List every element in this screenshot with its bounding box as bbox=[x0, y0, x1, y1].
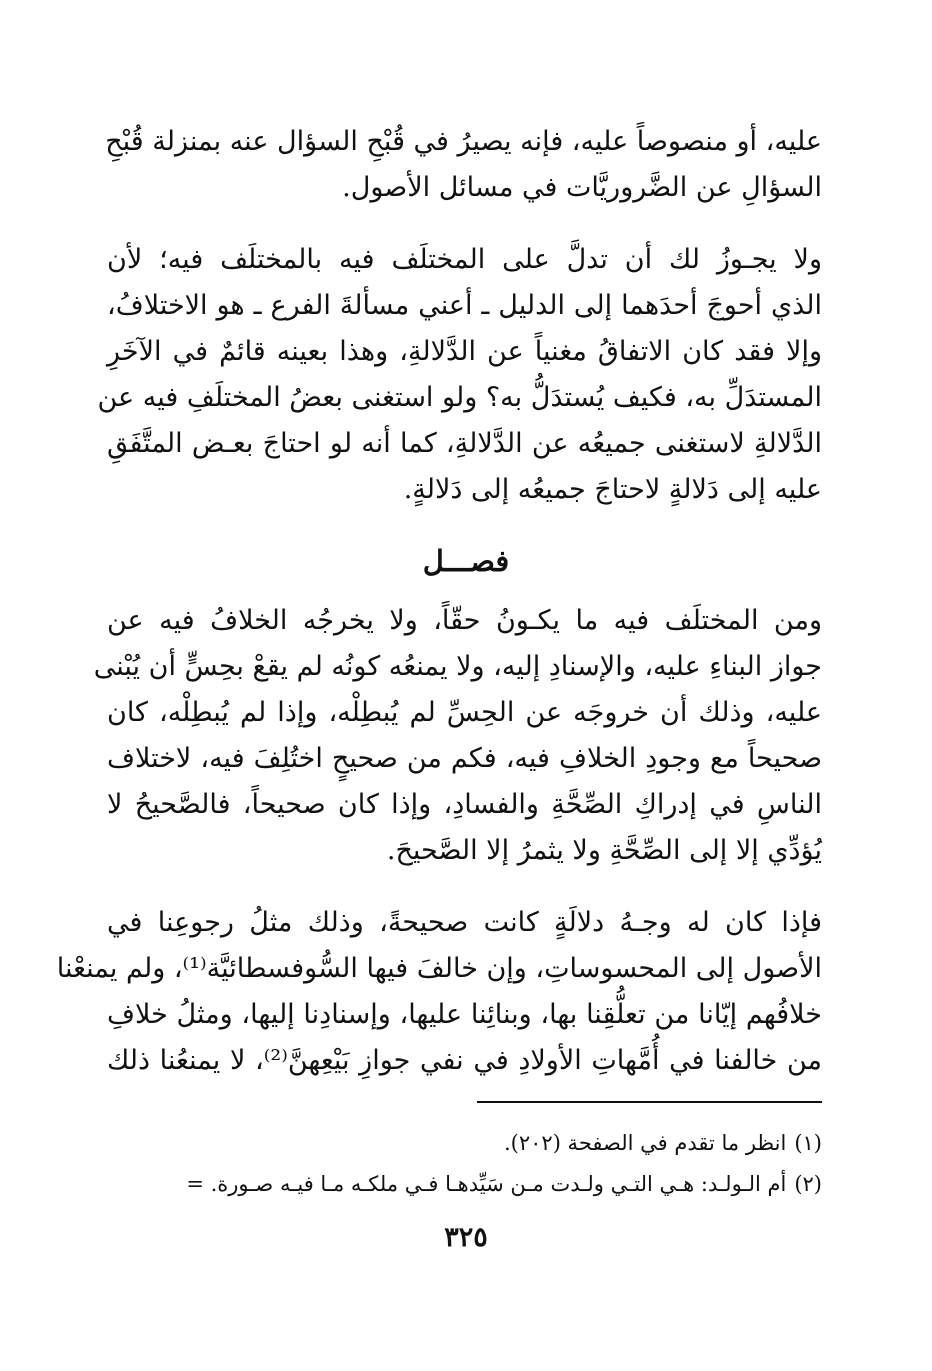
text-line: يُؤدِّي إلا إلى الصِّحَّةِ ولا يثمرُ إلا الصَّحيحَ. bbox=[386, 835, 822, 866]
text-line: عليه إلى دَلالةٍ لاحتاجَ جميعُه إلى دَلالةٍ. bbox=[403, 474, 822, 505]
text-line: من خالفنا في أُمَّهاتِ الأولادِ في نفي جوازِ بَيْعِهنَّ⁽²⁾، لا يمنعُنا ذلك bbox=[107, 1045, 822, 1076]
text-line: ولا يجـوزُ لك أن تدلَّ على المختلَف فيه بالمختلَف فيه؛ لأن bbox=[107, 244, 822, 275]
text-line: عليه، أو منصوصاً عليه، فإنه يصيرُ في قُبْحِ السؤال عنه بمنزلة قُبْحِ bbox=[105, 126, 822, 157]
text-line: وإلا فقد كان الاتفاقُ مغنياً عن الدَّلالةِ، وهذا بعينه قائمٌ في الآخَرِ bbox=[107, 336, 822, 367]
footnote-2 bbox=[107, 1166, 822, 1202]
footnote-number: (٢) bbox=[794, 1172, 822, 1196]
paragraph-2 bbox=[97, 237, 822, 513]
footnote-text: أم الـولـد: هـي التـي ولـدت مـن سَيِّدهـا فـي ملكـه مـا فيـه صـورة. = bbox=[186, 1172, 787, 1196]
paragraph-3 bbox=[93, 598, 822, 874]
text-line: الناسِ في إدراكِ الصِّحَّةِ والفسادِ، وإذا كان صحيحاً، فالصَّحيحُ لا bbox=[107, 789, 822, 820]
text-line: جواز البناءِ عليه، والإسنادِ إليه، ولا يمنعُه كونُه لم يقعْ بحِسٍّ أن يُبْنى bbox=[93, 651, 822, 682]
footnote-1 bbox=[107, 1125, 822, 1161]
text-line: ومن المختلَف فيه ما يكـونُ حقّاً، ولا يخرجُه الخلافُ فيه عن bbox=[107, 605, 822, 636]
paragraph-4 bbox=[56, 900, 822, 1084]
section-heading: فصـــل bbox=[422, 544, 510, 578]
text-line: خلافُهم إيّانا من تعلُّقِنا بها، وبنائِنا عليها، وإسنادِنا إليها، ومثلُ خلافِ bbox=[107, 999, 822, 1030]
paragraph-1 bbox=[107, 119, 822, 211]
footnote-number: (١) bbox=[794, 1131, 822, 1155]
page-number: ٣٢٥ bbox=[444, 1222, 488, 1253]
text-line: الأصول إلى المحسوساتِ، وإن خالفَ فيها السُّوفسطائيَّة⁽¹⁾، ولم يمنعْنا bbox=[56, 953, 822, 984]
text-line: فإذا كان له وجـهُ دلالَةٍ كانت صحيحةً، وذلك مثلُ رجوعِنا في bbox=[107, 907, 822, 938]
text-line: الذي أحوجَ أحدَهما إلى الدليل ـ أعني مسألةَ الفرع ـ هو الاختلافُ، bbox=[107, 290, 822, 321]
footnote-divider bbox=[477, 1101, 822, 1103]
text-line: عليه، وذلك أن خروجَه عن الحِسِّ لم يُبطِلْه، وإذا لم يُبطِلْه، كان bbox=[107, 697, 822, 728]
text-line: السؤالِ عن الضَّروريَّات في مسائل الأصول. bbox=[342, 172, 822, 203]
text-line: المستدَلِّ به، فكيف يُستدَلُّ به؟ ولو استغنى بعضُ المختلَفِ فيه عن bbox=[97, 382, 822, 413]
text-line: الدَّلالةِ لاستغنى جميعُه عن الدَّلالةِ، كما أنه لو احتاجَ بعـض المتَّفَقِ bbox=[107, 428, 822, 459]
text-line: صحيحاً مع وجودِ الخلافِ فيه، فكم من صحيحٍ اختُلِفَ فيه، لاختلاف bbox=[107, 743, 822, 774]
footnote-text: انظر ما تقدم في الصفحة (٢٠٢). bbox=[503, 1131, 787, 1155]
